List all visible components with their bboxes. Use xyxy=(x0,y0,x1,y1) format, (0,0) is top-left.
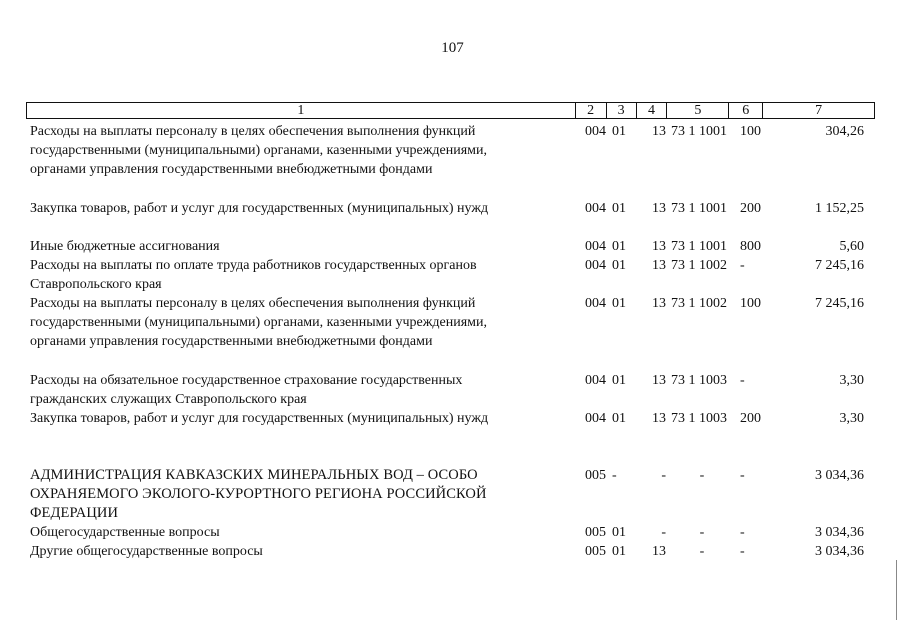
page-number: 107 xyxy=(441,40,464,56)
row-col-2: 005 xyxy=(585,525,606,540)
row-name: Общегосударственные вопросы xyxy=(30,525,220,540)
header-col-1: 1 xyxy=(297,103,305,118)
row-col-5: 73 1 1002 xyxy=(671,258,727,273)
header-col-3: 3 xyxy=(606,103,636,118)
row-col-4: 13 xyxy=(652,373,666,388)
row-name: Закупка товаров, работ и услуг для государственных (муниципальных) нужд xyxy=(30,411,489,426)
row-col-3: - xyxy=(612,468,617,483)
scan-edge-mark xyxy=(896,560,897,620)
row-col-3: 01 xyxy=(612,296,626,311)
row-col-3: 01 xyxy=(612,525,626,540)
row-col-5: 73 1 1001 xyxy=(671,201,727,216)
row-col-6: 200 xyxy=(740,201,761,216)
header-col-5: 5 xyxy=(666,103,728,118)
row-col-4: 13 xyxy=(652,201,666,216)
row-col-7: 1 152,25 xyxy=(815,201,864,216)
row-col-7: 3 034,36 xyxy=(815,525,864,540)
row-col-7: 3,30 xyxy=(839,411,864,426)
row-col-6: - xyxy=(740,525,745,540)
table-header xyxy=(26,102,875,119)
row-col-3: 01 xyxy=(612,201,626,216)
row-col-3: 01 xyxy=(612,258,626,273)
row-col-2: 005 xyxy=(585,544,606,559)
row-col-7: 3,30 xyxy=(839,373,864,388)
row-col-7: 5,60 xyxy=(839,239,864,254)
row-col-2: 004 xyxy=(585,201,606,216)
row-col-5: - xyxy=(699,525,705,540)
row-col-5: 73 1 1001 xyxy=(671,239,727,254)
row-col-2: 004 xyxy=(585,258,606,273)
row-col-5: - xyxy=(699,544,705,559)
row-col-4: 13 xyxy=(652,544,666,559)
row-col-5: 73 1 1003 xyxy=(671,411,727,426)
row-col-7: 3 034,36 xyxy=(815,468,864,483)
header-col-2: 2 xyxy=(575,103,606,118)
row-col-3: 01 xyxy=(612,373,626,388)
row-col-3: 01 xyxy=(612,544,626,559)
row-col-7: 7 245,16 xyxy=(815,296,864,311)
row-col-6: 200 xyxy=(740,411,761,426)
row-col-2: 005 xyxy=(585,468,606,483)
row-col-6: 800 xyxy=(740,239,761,254)
row-col-4: - xyxy=(661,525,666,540)
row-name: Расходы на выплаты персоналу в целях обеспечения выполнения функций государственными (муниципальными) органами, казенными учреждениями, органами управления государственными внебюджетными фондами xyxy=(30,296,487,349)
row-col-4: 13 xyxy=(652,296,666,311)
row-col-7: 7 245,16 xyxy=(815,258,864,273)
row-col-3: 01 xyxy=(612,411,626,426)
row-col-6: - xyxy=(740,373,745,388)
header-col-7: 7 xyxy=(762,103,874,118)
row-col-2: 004 xyxy=(585,239,606,254)
row-col-7: 3 034,36 xyxy=(815,544,864,559)
row-col-6: 100 xyxy=(740,296,761,311)
row-name: Другие общегосударственные вопросы xyxy=(30,544,263,559)
row-col-5: - xyxy=(699,468,705,483)
row-col-2: 004 xyxy=(585,373,606,388)
row-name: Расходы на обязательное государственное страхование государственных гражданских служащих Ставропольского края xyxy=(30,373,463,407)
row-name: АДМИНИСТРАЦИЯ КАВКАЗСКИХ МИНЕРАЛЬНЫХ ВОД – ОСОБО ОХРАНЯЕМОГО ЭКОЛОГО-КУРОРТНОГО РЕГИОНА РОССИЙСКОЙ ФЕДЕРАЦИИ xyxy=(30,467,487,521)
row-col-4: - xyxy=(661,468,666,483)
row-col-4: 13 xyxy=(652,411,666,426)
row-name: Закупка товаров, работ и услуг для государственных (муниципальных) нужд xyxy=(30,201,489,216)
row-col-6: - xyxy=(740,544,745,559)
row-name: Иные бюджетные ассигнования xyxy=(30,239,220,254)
row-col-6: 100 xyxy=(740,124,761,139)
row-col-5: 73 1 1003 xyxy=(671,373,727,388)
row-col-6: - xyxy=(740,258,745,273)
row-col-4: 13 xyxy=(652,124,666,139)
row-name: Расходы на выплаты персоналу в целях обеспечения выполнения функций государственными (муниципальными) органами, казенными учреждениями, органами управления государственными внебюджетными фондами xyxy=(30,124,487,177)
row-name: Расходы на выплаты по оплате труда работников государственных органов Ставропольского края xyxy=(30,258,477,292)
row-col-5: 73 1 1002 xyxy=(671,296,727,311)
row-col-5: 73 1 1001 xyxy=(671,124,727,139)
row-col-4: 13 xyxy=(652,258,666,273)
row-col-3: 01 xyxy=(612,124,626,139)
row-col-2: 004 xyxy=(585,124,606,139)
row-col-7: 304,26 xyxy=(825,124,864,139)
row-col-2: 004 xyxy=(585,411,606,426)
header-col-4: 4 xyxy=(636,103,667,118)
row-col-2: 004 xyxy=(585,296,606,311)
row-col-4: 13 xyxy=(652,239,666,254)
row-col-6: - xyxy=(740,468,745,483)
row-col-3: 01 xyxy=(612,239,626,254)
header-col-6: 6 xyxy=(728,103,762,118)
